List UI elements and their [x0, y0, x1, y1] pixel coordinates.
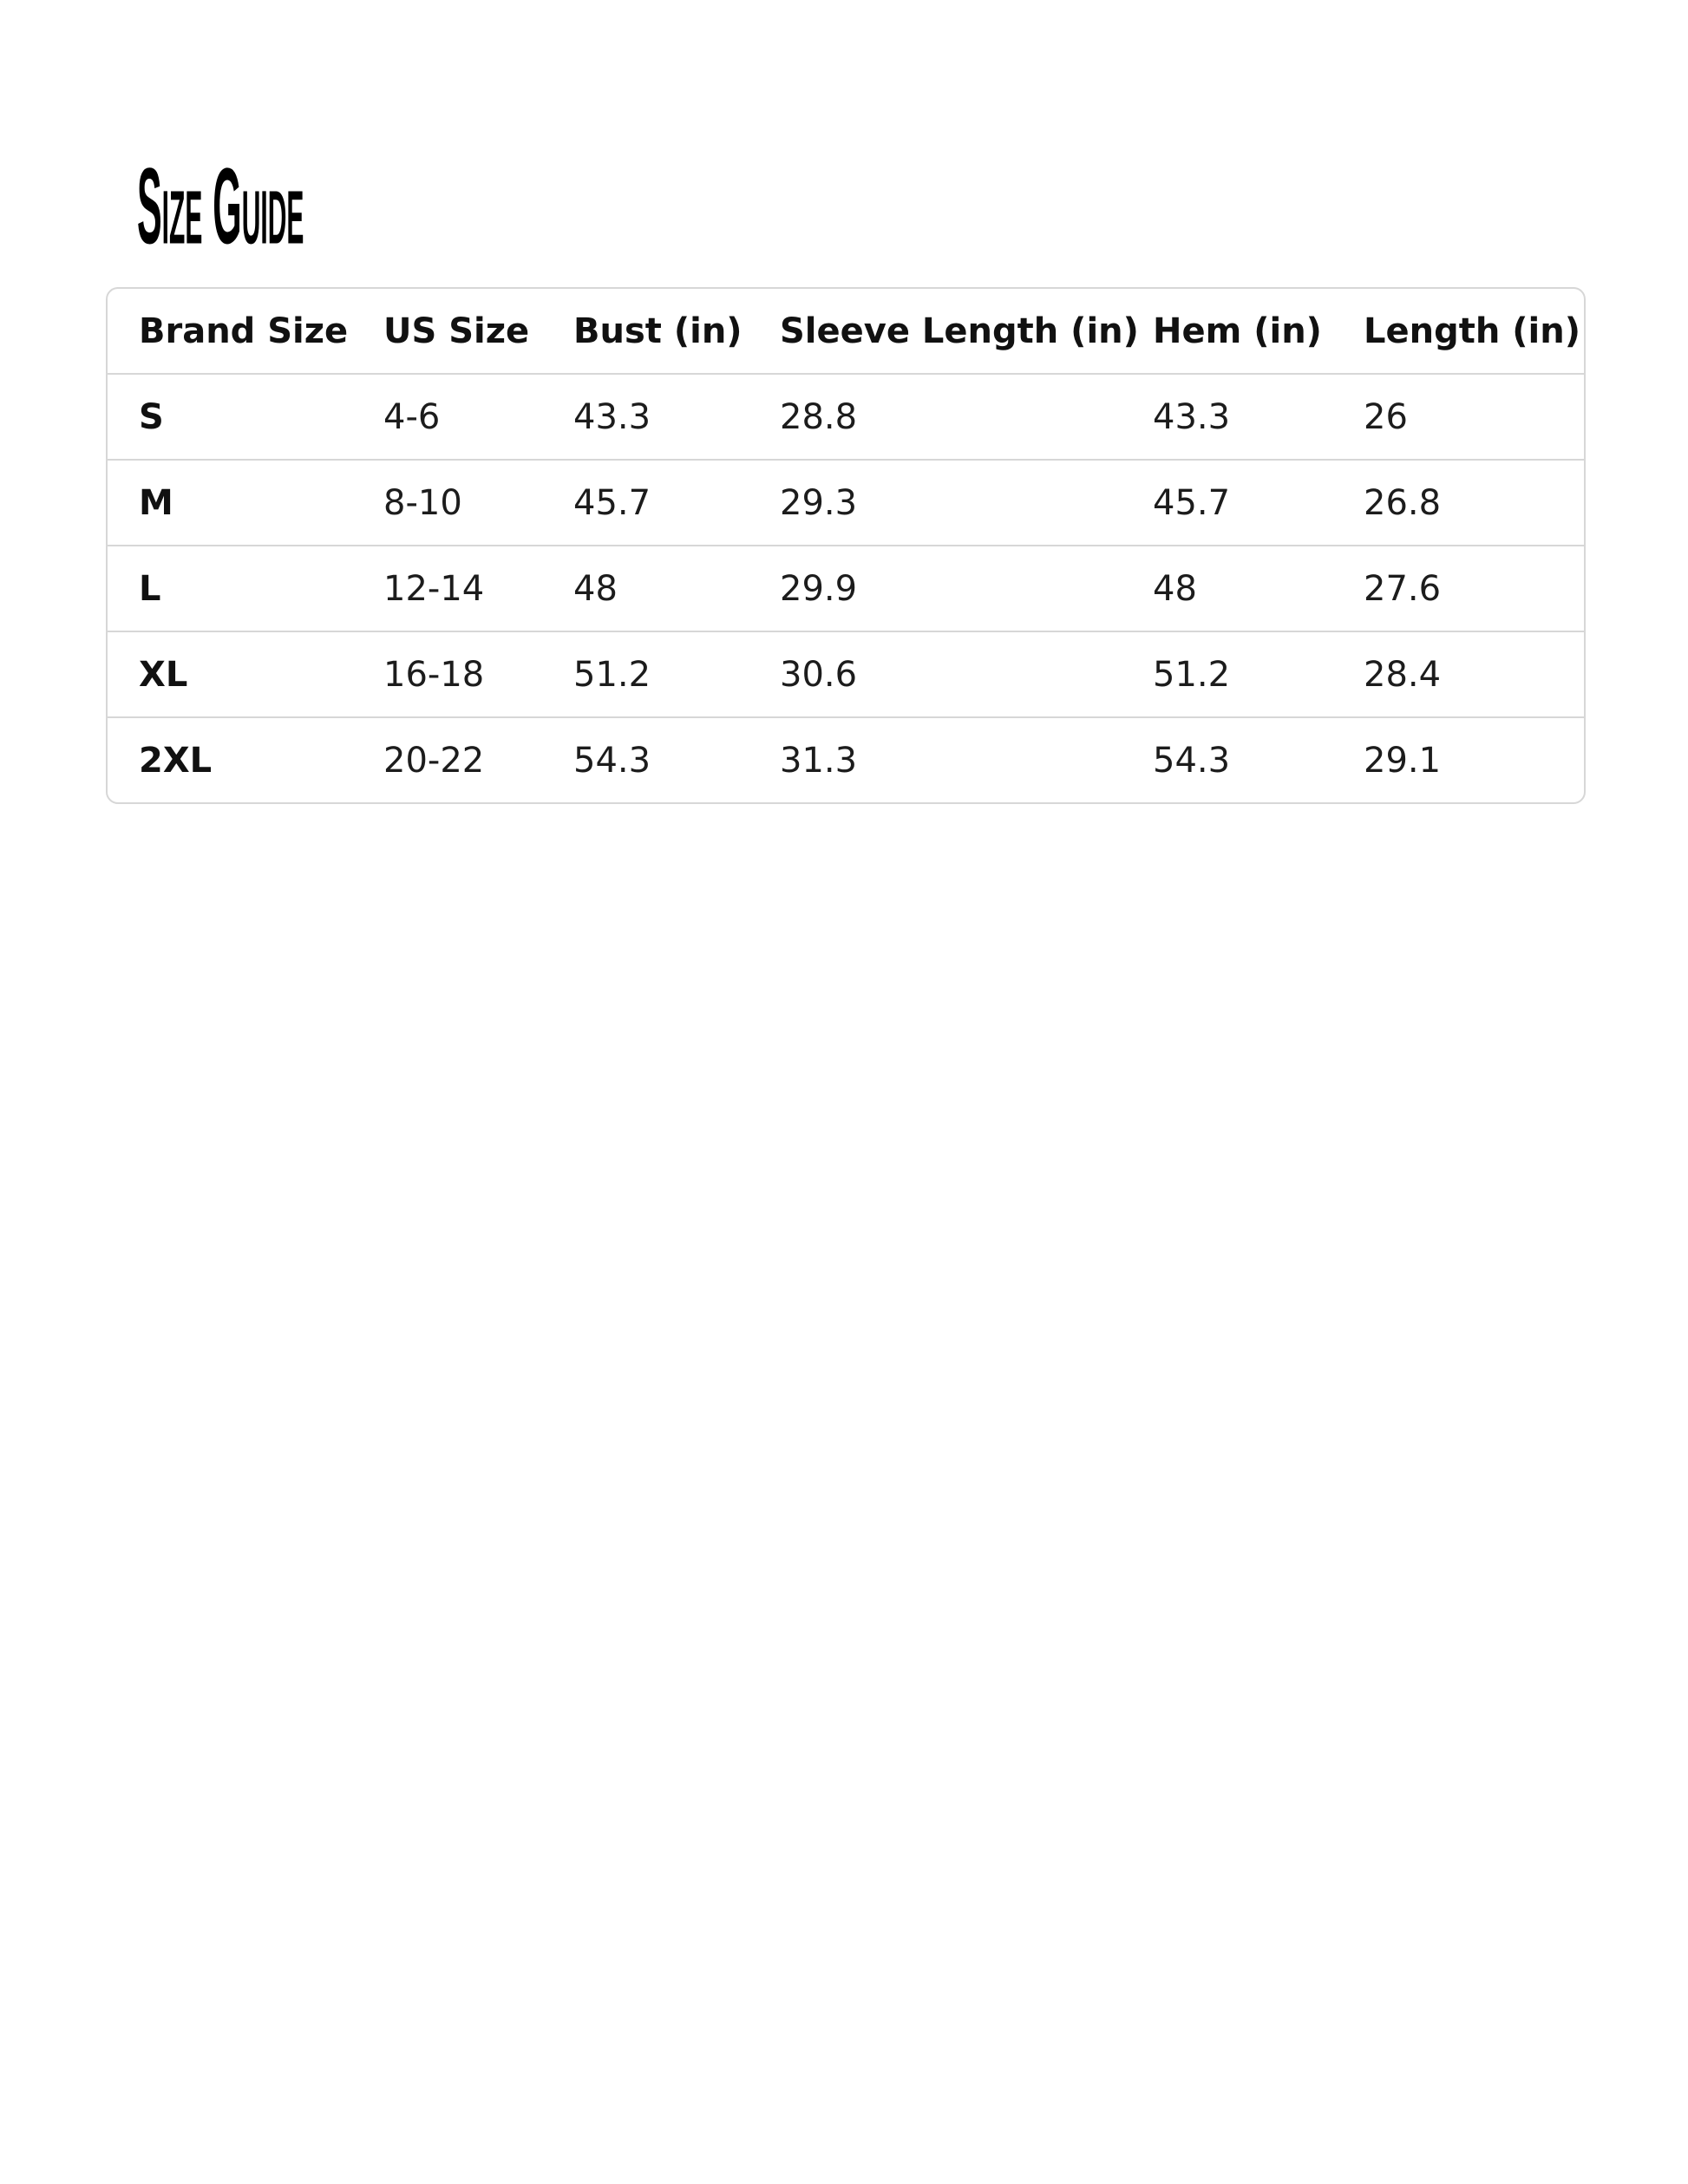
bust-cell: 45.7 — [542, 460, 749, 546]
table-row — [108, 546, 1584, 631]
brand-size-cell: L — [108, 546, 352, 631]
size-guide-table-container — [106, 287, 1586, 804]
length-cell: 26 — [1332, 374, 1584, 460]
bust-cell: 51.2 — [542, 631, 749, 717]
hem-cell: 45.7 — [1122, 460, 1332, 546]
length-cell: 28.4 — [1332, 631, 1584, 717]
sleeve-length-cell: 29.3 — [749, 460, 1122, 546]
page-title-text: Size Guide — [137, 146, 304, 267]
sleeve-length-cell: 30.6 — [749, 631, 1122, 717]
us-size-cell: 12-14 — [352, 546, 542, 631]
length-cell: 27.6 — [1332, 546, 1584, 631]
column-header-length: Length (in) — [1332, 289, 1584, 374]
brand-size-cell: XL — [108, 631, 352, 717]
length-cell: 26.8 — [1332, 460, 1584, 546]
page-title — [137, 146, 304, 267]
sleeve-length-cell: 29.9 — [749, 546, 1122, 631]
us-size-cell: 8-10 — [352, 460, 542, 546]
brand-size-cell: M — [108, 460, 352, 546]
table-row — [108, 374, 1584, 460]
table-header-row — [108, 289, 1584, 374]
column-header-hem: Hem (in) — [1122, 289, 1332, 374]
sleeve-length-cell: 31.3 — [780, 740, 858, 781]
table-body — [108, 374, 1584, 802]
length-cell: 29.1 — [1364, 740, 1442, 781]
column-header-us-size: US Size — [352, 289, 542, 374]
us-size-cell: 20-22 — [383, 740, 485, 781]
hem-cell: 48 — [1122, 546, 1332, 631]
bust-cell: 43.3 — [542, 374, 749, 460]
us-size-cell: 4-6 — [352, 374, 542, 460]
table-row — [108, 631, 1584, 717]
column-header-brand-size: Brand Size — [108, 289, 352, 374]
hem-cell: 43.3 — [1122, 374, 1332, 460]
size-guide-table — [108, 289, 1584, 802]
hem-cell: 51.2 — [1122, 631, 1332, 717]
brand-size-cell: S — [108, 374, 352, 460]
column-header-bust: Bust (in) — [542, 289, 749, 374]
column-header-sleeve-length: Sleeve Length (in) — [749, 289, 1122, 374]
bust-cell: 54.3 — [573, 740, 651, 781]
sleeve-length-cell: 28.8 — [749, 374, 1122, 460]
table-row — [108, 717, 1584, 802]
bust-cell: 48 — [542, 546, 749, 631]
us-size-cell: 16-18 — [352, 631, 542, 717]
table-row — [108, 460, 1584, 546]
table-header — [108, 289, 1584, 374]
hem-cell: 54.3 — [1153, 740, 1231, 781]
brand-size-cell: 2XL — [139, 740, 213, 781]
